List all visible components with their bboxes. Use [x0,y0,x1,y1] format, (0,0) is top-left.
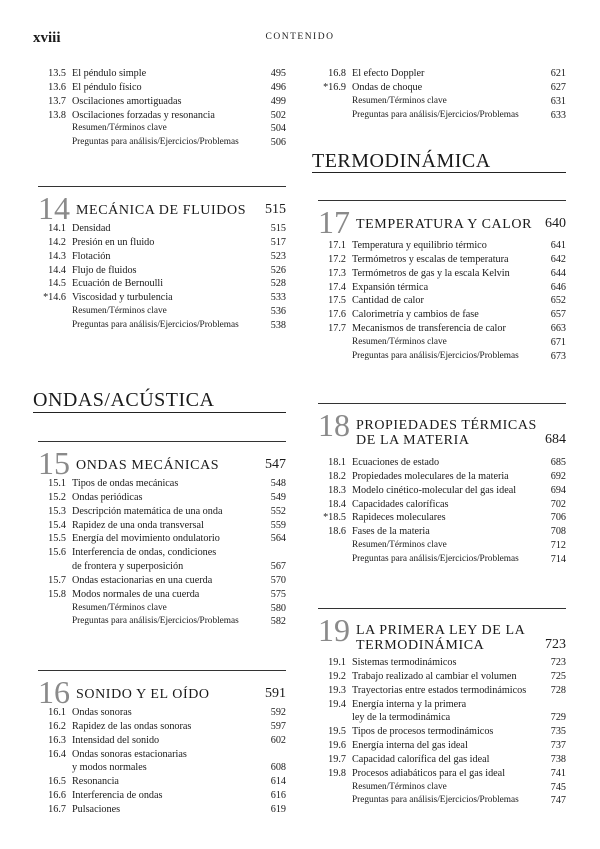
section-number: 17.5 [328,295,346,307]
chapter-number: 19 [318,612,350,648]
chapter-page: 640 [545,216,566,231]
section-title: Tipos de procesos termodinámicos [352,726,494,738]
section-page: 745 [550,781,566,793]
section-title: Termómetros y escalas de temperatura [352,253,509,265]
section-title: y modos normales [72,762,147,774]
toc-entry [318,95,566,109]
section-title: Trabajo realizado al cambiar el volumen [352,670,517,682]
section-title: Preguntas para análisis/Ejercicios/Problemas [352,795,519,806]
section-number: 16.3 [48,734,66,746]
section-page: 567 [270,561,286,573]
section-title: Fases de la materia [352,526,430,538]
section-title: Interferencia de ondas, condiciones [72,547,217,559]
section-page: 619 [270,803,286,815]
section-number: 18.4 [328,498,346,510]
section-page: 737 [550,740,566,752]
section-page: 714 [550,553,566,565]
toc-entry [38,67,286,81]
chapter-number: 18 [318,407,350,443]
section-title: Resumen/Términos clave [352,540,447,551]
section-number: 15.4 [48,519,66,531]
toc-entry [38,250,286,264]
chapter-14-entries [38,222,286,333]
toc-entry [318,511,566,525]
chapter-title: SONIDO Y EL OÍDO [76,687,210,702]
section-title: Ondas sonoras estacionarias [72,748,187,760]
section-page: 502 [270,109,286,121]
section-number: 13.5 [48,68,66,79]
section-number: 19.6 [328,740,346,752]
section-number: 16.6 [48,790,66,802]
running-head: CONTENIDO [265,32,335,42]
toc-entry [38,706,286,720]
toc-entry [38,136,286,150]
toc-entry [318,684,566,698]
section-page: 729 [550,712,566,724]
section-page: 506 [270,137,286,149]
toc-entry [318,322,566,336]
section-number: 14.4 [48,264,66,276]
section-page: 702 [550,498,566,510]
toc-entry [318,81,566,95]
section-page: 496 [270,81,286,93]
section-number: 19.7 [328,753,346,765]
section-page: 657 [550,309,566,321]
chapter-title-line-1: PROPIEDADES TÉRMICAS [356,418,537,433]
chapter-19-heading [318,608,566,658]
toc-entry [318,711,566,725]
section-page: 694 [550,484,566,496]
section-title: Termómetros de gas y la escala Kelvin [352,267,510,279]
section-number: 15.7 [48,574,66,586]
section-page: 728 [550,684,566,696]
section-page: 633 [550,109,566,121]
toc-entry [318,539,566,553]
section-number: 19.2 [328,670,346,682]
chapter-page: 684 [545,432,566,447]
toc-entry [318,484,566,498]
section-page: 608 [270,762,286,774]
section-page: 495 [270,68,286,79]
section-page: 712 [550,540,566,552]
section-number: 19.3 [328,684,346,696]
toc-entry [318,794,566,808]
toc-entry [38,560,286,574]
chapter-18-heading [318,403,566,453]
chapter-rule [318,403,566,404]
section-page: 552 [270,505,286,517]
section-number: 19.5 [328,726,346,738]
section-page: 602 [270,734,286,746]
section-number: 17.4 [328,281,346,293]
chapter-rule [318,608,566,609]
toc-entry [38,519,286,533]
section-number: 17.7 [328,323,346,335]
section-title: Preguntas para análisis/Ejercicios/Problemas [72,137,239,148]
toc-entry [318,781,566,795]
section-title: Ondas periódicas [72,491,143,503]
toc-entry [38,546,286,560]
chapter-16-heading [38,670,286,710]
section-title: Capacidad calorífica del gas ideal [352,753,490,765]
section-page: 616 [270,790,286,802]
section-number: 16.8 [328,68,346,79]
page-number: xviii [33,30,61,46]
chapter-rule [38,670,286,671]
section-page: 570 [270,574,286,586]
section-page: 575 [270,588,286,600]
toc-entry [38,789,286,803]
section-title: Preguntas para análisis/Ejercicios/Problemas [72,319,239,330]
section-title: Viscosidad y turbulencia [72,292,173,304]
section-number: 15.8 [48,588,66,600]
section-title: Ondas sonoras [72,707,132,718]
section-number: 18.1 [328,457,346,468]
section-page: 631 [550,95,566,107]
section-page: 738 [550,753,566,765]
toc-entry [38,491,286,505]
section-title: Modos normales de una cuerda [72,588,200,600]
toc-entry [38,477,286,491]
section-title: Intensidad del sonido [72,734,160,746]
section-number: 18.2 [328,470,346,482]
section-rule [312,172,566,173]
section-number: 16.7 [48,803,66,815]
section-title: Resumen/Términos clave [352,781,447,792]
section-title: Oscilaciones forzadas y resonancia [72,109,215,121]
toc-entry [318,553,566,567]
section-number: 15.2 [48,491,66,503]
toc-entry [38,109,286,123]
toc-entry [318,753,566,767]
chapter-title: ONDAS MECÁNICAS [76,458,220,473]
section-title-ondas: ONDAS/ACÚSTICA [33,389,215,411]
section-number: 15.5 [48,533,66,545]
chapter-rule [318,200,566,201]
section-number: 13.8 [48,109,66,121]
right-top-entries [318,67,566,122]
toc-entry [318,67,566,81]
section-title: Resumen/Términos clave [352,95,447,106]
chapter-16-entries [38,706,286,817]
section-title: Resumen/Términos clave [72,602,167,613]
toc-entry [38,319,286,333]
section-number: 14.1 [48,223,66,234]
toc-entry [38,734,286,748]
section-number: 14.2 [48,236,66,248]
section-title: Ecuación de Bernoulli [72,278,164,290]
section-number: 14.3 [48,250,66,262]
chapter-15-entries [38,477,286,629]
section-number: 19.4 [328,698,346,710]
toc-entry [38,574,286,588]
section-number: 16.2 [48,720,66,732]
toc-entry [38,615,286,629]
section-page: 549 [270,491,286,503]
chapter-page: 591 [265,686,286,701]
chapter-title-line-1: LA PRIMERA LEY DE LA [356,623,526,638]
section-title: Preguntas para análisis/Ejercicios/Problemas [352,109,519,120]
chapter-rule [38,186,286,187]
toc-entry [38,81,286,95]
section-title: Densidad [72,223,111,234]
toc-entry [38,277,286,291]
toc-entry [318,239,566,253]
section-number: 17.3 [328,267,346,279]
section-page: 592 [270,707,286,718]
section-page: 708 [550,526,566,538]
toc-entry [38,803,286,817]
toc-entry [318,525,566,539]
toc-entry [38,748,286,762]
section-page: 741 [550,767,566,779]
section-page: 614 [270,776,286,788]
section-rule [33,412,286,413]
section-page: 499 [270,95,286,107]
section-title: Resumen/Términos clave [352,336,447,347]
toc-entry [38,95,286,109]
section-page: 641 [550,240,566,251]
chapter-rule [38,441,286,442]
section-title: Preguntas para análisis/Ejercicios/Problemas [72,616,239,627]
section-title: Mecanismos de transferencia de calor [352,323,506,335]
toc-entry [318,698,566,712]
toc-entry [38,532,286,546]
section-number: 18.6 [328,526,346,538]
toc-entry [318,109,566,123]
chapter-15-heading [38,441,286,481]
left-top-entries [38,67,286,150]
toc-entry [318,725,566,739]
chapter-14-heading [38,186,286,226]
toc-entry [38,291,286,305]
chapter-number: 15 [38,445,70,481]
section-title: Capacidades caloríficas [352,498,449,510]
chapter-page: 723 [545,637,566,652]
toc-entry [318,308,566,322]
section-page: 526 [270,264,286,276]
section-title: Resonancia [72,776,119,788]
section-page: 692 [550,470,566,482]
section-title: Preguntas para análisis/Ejercicios/Problemas [352,553,519,564]
toc-entry [318,767,566,781]
section-number: 15.1 [48,478,66,489]
section-title: Flotación [72,250,111,262]
toc-entry [318,294,566,308]
section-title: Oscilaciones amortiguadas [72,95,182,107]
section-title: Interferencia de ondas [72,790,163,802]
section-number: 16.4 [48,748,66,760]
section-page: 735 [550,726,566,738]
toc-entry [318,470,566,484]
section-title: Sistemas termodinámicos [352,657,457,668]
toc-entry [38,222,286,236]
chapter-number: 14 [38,190,70,226]
section-title: Energía del movimiento ondulatorio [72,533,220,545]
chapter-title-line-2: DE LA MATERIA [356,433,470,448]
section-page: 706 [550,512,566,524]
chapter-17-heading [318,200,566,240]
section-title: El péndulo físico [72,81,142,93]
section-page: 652 [550,295,566,307]
section-title: Flujo de fluidos [72,264,137,276]
section-title: Energía interna del gas ideal [352,740,468,752]
section-page: 504 [270,123,286,135]
section-number: *16.9 [323,81,346,93]
chapter-18-entries [318,456,566,567]
section-page: 564 [270,533,286,545]
section-title: Expansión térmica [352,281,429,293]
toc-entry [318,253,566,267]
toc-entry [38,720,286,734]
section-title: Propiedades moleculares de la materia [352,470,509,482]
section-title: Trayectorias entre estados termodinámicos [352,684,527,696]
toc-entry [38,505,286,519]
section-page: 673 [550,350,566,362]
section-number: *14.6 [43,292,66,304]
section-number: 19.8 [328,767,346,779]
section-page: 533 [270,292,286,304]
section-page: 663 [550,323,566,335]
section-title: Ondas estacionarias en una cuerda [72,574,213,586]
section-title: Procesos adiabáticos para el gas ideal [352,767,506,779]
section-page: 528 [270,278,286,290]
section-title: Rapidez de las ondas sonoras [72,720,192,732]
toc-entry [318,281,566,295]
section-title: Presión en un fluido [72,236,155,248]
section-title: Descripción matemática de una onda [72,505,223,517]
chapter-17-entries [318,239,566,364]
section-page: 747 [550,795,566,807]
toc-entry [38,761,286,775]
section-page: 621 [550,68,566,79]
section-title-termodinamica: TERMODINÁMICA [312,150,491,172]
section-number: 19.1 [328,657,346,668]
section-number: 15.6 [48,547,66,559]
toc-entry [318,670,566,684]
section-page: 642 [550,253,566,265]
section-number: 15.3 [48,505,66,517]
toc-entry [318,456,566,470]
section-number: 17.6 [328,309,346,321]
section-page: 548 [270,478,286,489]
section-number: *18.5 [323,512,346,524]
section-title: Ondas de choque [352,81,423,93]
section-page: 685 [550,457,566,468]
section-title: Temperatura y equilibrio térmico [352,240,487,251]
section-page: 580 [270,602,286,614]
section-title: El efecto Doppler [352,68,425,79]
section-title: Resumen/Términos clave [72,123,167,134]
chapter-title: TEMPERATURA Y CALOR [356,217,533,232]
section-page: 644 [550,267,566,279]
section-page: 723 [550,657,566,668]
section-title: Preguntas para análisis/Ejercicios/Problemas [352,350,519,361]
toc-entry [318,267,566,281]
section-number: 17.2 [328,253,346,265]
section-page: 523 [270,250,286,262]
section-title: Energía interna y la primera [352,698,467,710]
section-title: Rapideces moleculares [352,512,446,524]
section-title: Rapidez de una onda transversal [72,519,204,531]
section-title: Modelo cinético-molecular del gas ideal [352,484,517,496]
section-title: Cantidad de calor [352,295,424,307]
section-title: Tipos de ondas mecánicas [72,478,179,489]
section-title: de frontera y superposición [72,561,184,573]
toc-entry [318,498,566,512]
toc-entry [318,336,566,350]
toc-entry [38,122,286,136]
section-number: 13.6 [48,81,66,93]
section-title: Calorimetría y cambios de fase [352,309,479,321]
toc-entry [38,775,286,789]
section-title: Resumen/Términos clave [72,306,167,317]
section-page: 597 [270,720,286,732]
section-title: ley de la termodinámica [352,712,451,724]
section-page: 582 [270,616,286,628]
toc-entry [38,236,286,250]
section-page: 538 [270,319,286,331]
chapter-number: 17 [318,204,350,240]
section-page: 536 [270,306,286,318]
toc-entry [38,305,286,319]
section-page: 627 [550,81,566,93]
chapter-number: 16 [38,674,70,710]
section-number: 16.1 [48,707,66,718]
toc-entry [38,264,286,278]
toc-entry [318,739,566,753]
chapter-19-entries [318,656,566,808]
section-page: 559 [270,519,286,531]
section-page: 725 [550,670,566,682]
chapter-page: 547 [265,457,286,472]
section-number: 14.5 [48,278,66,290]
section-page: 517 [270,236,286,248]
section-number: 16.5 [48,776,66,788]
section-page: 515 [270,223,286,234]
chapter-title: MECÁNICA DE FLUIDOS [76,203,247,218]
section-title: El péndulo simple [72,68,147,79]
section-number: 13.7 [48,95,66,107]
section-page: 646 [550,281,566,293]
chapter-page: 515 [265,202,286,217]
section-number: 17.1 [328,240,346,251]
section-title: Pulsaciones [72,803,121,815]
toc-entry [38,602,286,616]
section-page: 671 [550,336,566,348]
section-title: Ecuaciones de estado [352,457,440,468]
toc-entry [318,350,566,364]
chapter-title-line-2: TERMODINÁMICA [356,638,485,653]
toc-entry [318,656,566,670]
section-number: 18.3 [328,484,346,496]
toc-entry [38,588,286,602]
